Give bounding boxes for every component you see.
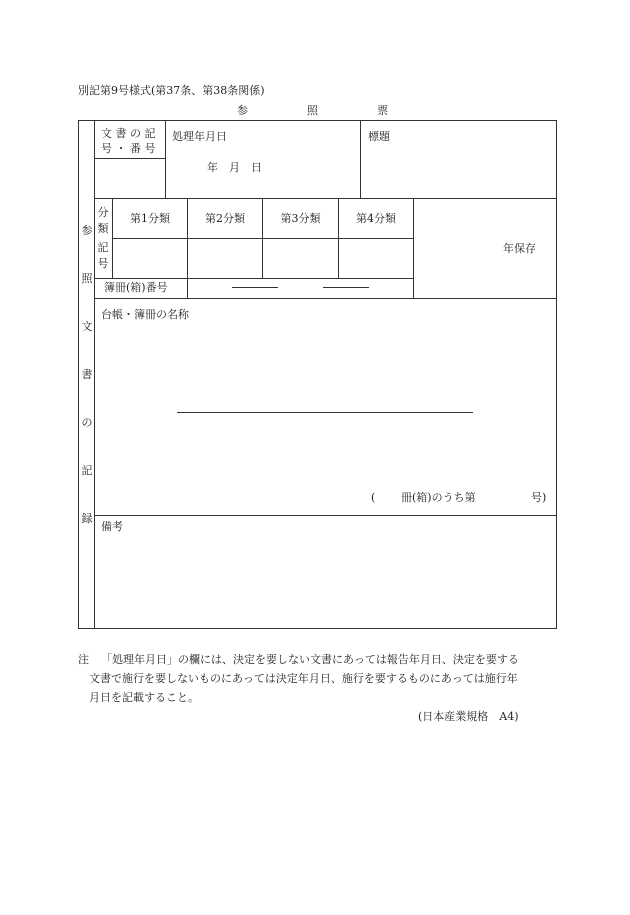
volume-paren-open: ( [371,491,376,504]
volume-suffix: 号) [531,491,547,504]
title-char-3: 票 [377,104,388,117]
classification-label-char: 類 [97,222,109,235]
ledger-number-label: 簿冊(箱)番号 [104,281,168,294]
retention-field[interactable] [414,199,556,298]
classification-header-4: 第4分類 [356,212,396,225]
side-label-char: 書 [81,368,93,381]
title-char-2: 照 [307,104,318,117]
side-label-char: 照 [81,272,93,285]
side-label-char: 記 [81,464,93,477]
remarks-label: 備考 [101,520,123,533]
side-label-char: 参 [81,224,93,237]
remarks-field[interactable] [95,536,556,628]
side-label-char: 文 [81,320,93,333]
side-label-char: の [81,416,93,429]
classification-label-char: 記 [97,241,109,254]
note-line1: 「処理年月日」の欄には、決定を要しない文書にあっては報告年月日、決定を要する [101,653,519,666]
note-line2: 文書で施行を要しないものにあっては決定年月日、施行を要するものにあっては施行年 [89,672,518,685]
classification-header-3: 第3分類 [280,212,321,225]
classification-3-field[interactable] [263,239,338,278]
subject-field[interactable] [361,121,556,198]
note-label: 注 [78,653,89,666]
ledger-name-label: 台帳・簿冊の名称 [101,308,189,321]
classification-label-char: 分 [97,206,109,219]
retention-label: 年保存 [503,242,536,255]
paper-standard: (日本産業規格 A4) [418,710,519,723]
classification-1-field[interactable] [113,239,187,278]
ledger-number-field[interactable] [188,279,413,298]
ledger-name-field[interactable] [177,390,473,412]
classification-header-2: 第2分類 [205,212,245,225]
date-field[interactable] [166,121,360,198]
doc-code-label-line1: 文 書 の 記 [101,127,156,140]
date-label: 処理年月日 [172,130,227,143]
classification-header-1: 第1分類 [130,212,170,225]
volume-text: 冊(箱)のうち第 [401,491,476,504]
doc-code-label-line2: 号 ・ 番 号 [101,142,156,155]
classification-4-field[interactable] [339,239,413,278]
classification-2-field[interactable] [188,239,262,278]
classification-label-char: 号 [97,257,109,270]
title-char-1: 参 [237,104,248,117]
form-reference: 別記第9号様式(第37条、第38条関係) [78,84,265,97]
side-label-char: 録 [81,512,93,525]
subject-label: 標題 [368,130,390,143]
note-line3: 月日を記載すること。 [89,691,199,704]
doc-code-field[interactable] [95,159,165,198]
date-format: 年 月 日 [207,161,262,174]
